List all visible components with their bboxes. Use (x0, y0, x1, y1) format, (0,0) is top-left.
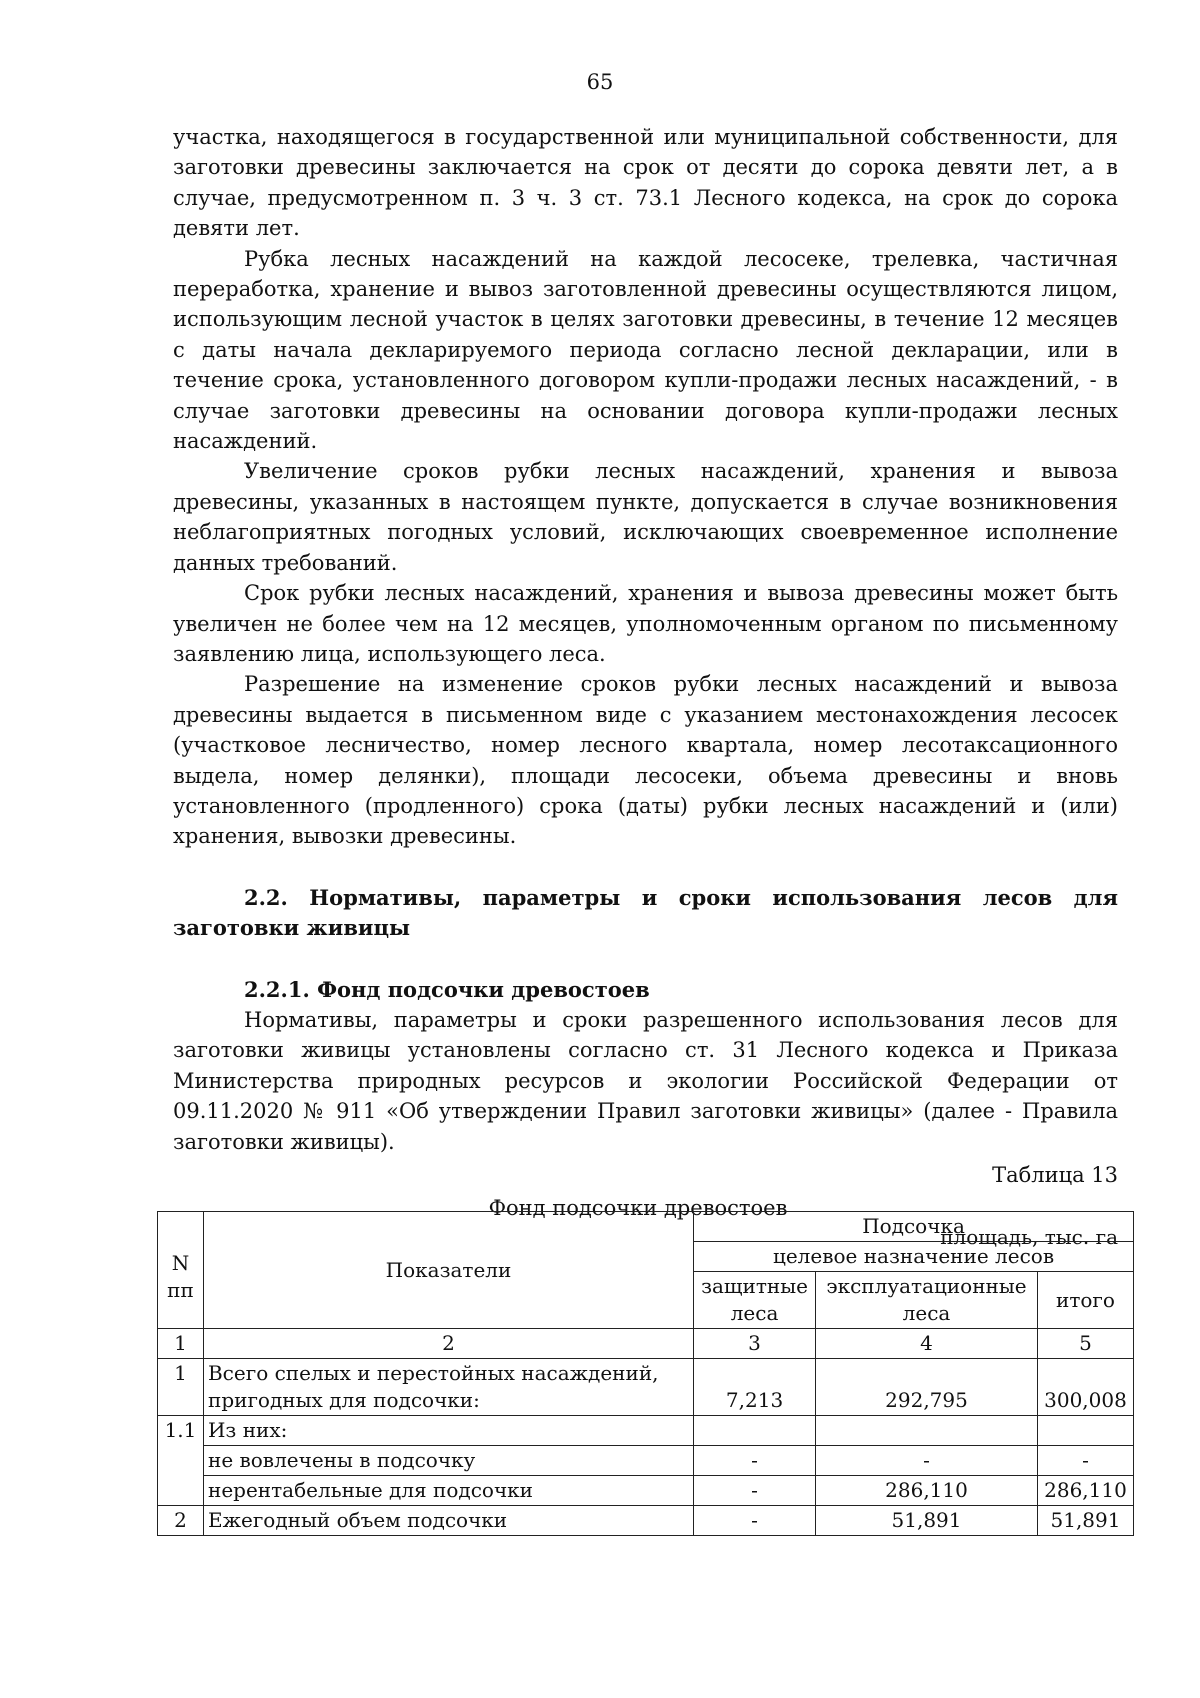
colnum: 1 (158, 1329, 204, 1359)
table-row (158, 1416, 1134, 1446)
cell-exploitation: - (816, 1446, 1038, 1476)
colnum: 3 (694, 1329, 816, 1359)
subsection-heading: 2.2.1. Фонд подсочки древостоев (244, 976, 650, 1002)
paragraph: Разрешение на изменение сроков рубки лесных насаждений и вывоза древесины выдается в письменном виде с указанием местонахождения лесосек (участковое лесничество, номер лесного квартала, номер лесотаксационного выдела, номер делянки), площади лесосеки, объема древесины и вновь установленного (продленного) срока (даты) рубки лесных насаждений и (или) хранения, вывозки древесины. (173, 672, 1118, 849)
cell-total: 51,891 (1037, 1506, 1133, 1536)
table-title: Фонд подсочки древостоев (488, 1196, 788, 1221)
table-row (158, 1359, 1134, 1416)
tapping-fund-table (157, 1211, 1134, 1536)
colnum: 4 (816, 1329, 1038, 1359)
cell-total: 300,008 (1037, 1359, 1133, 1416)
cell-protective: 7,213 (694, 1359, 816, 1416)
cell-protective (694, 1416, 816, 1446)
colnum: 2 (203, 1329, 693, 1359)
header-n: N пп (158, 1212, 204, 1329)
cell-protective: - (694, 1446, 816, 1476)
header-exploitation: эксплуатационные леса (816, 1272, 1038, 1329)
paragraph: Увеличение сроков рубки лесных насаждений, хранения и вывоза древесины, указанных в настоящем пункте, допускается в случае возникновения неблагоприятных погодных условий, исключающих своевременное исполнение данных требований. (173, 459, 1118, 575)
row-label: Всего спелых и перестойных насаждений, пригодных для подсочки: (203, 1359, 693, 1416)
header-indicators: Показатели (203, 1212, 693, 1329)
column-number-row (158, 1329, 1134, 1359)
row-number: 1.1 (158, 1416, 204, 1506)
cell-total: 286,110 (1037, 1476, 1133, 1506)
cell-exploitation (816, 1416, 1038, 1446)
colnum: 5 (1037, 1329, 1133, 1359)
document-body (173, 122, 1118, 1250)
header-protective: защитные леса (694, 1272, 816, 1329)
page-number: 65 (586, 70, 614, 94)
header-tapping: Подсочка (694, 1212, 1134, 1242)
paragraph: Нормативы, параметры и сроки разрешенного использования лесов для заготовки живицы установлены согласно ст. 31 Лесного кодекса и Приказа Министерства природных ресурсов и экологии Российской Федерации от 09.11.2020 № 911 «Об утверждении Правил заготовки живицы» (далее - Правила заготовки живицы). (173, 1007, 1118, 1154)
table-row (158, 1476, 1134, 1506)
cell-exploitation: 286,110 (816, 1476, 1038, 1506)
table-header-row (158, 1212, 1134, 1242)
table-row (158, 1446, 1134, 1476)
cell-total (1037, 1416, 1133, 1446)
cell-exploitation: 292,795 (816, 1359, 1038, 1416)
header-total: итого (1037, 1272, 1133, 1329)
header-purpose: целевое назначение лесов (694, 1242, 1134, 1272)
row-number: 1 (158, 1359, 204, 1416)
cell-exploitation: 51,891 (816, 1506, 1038, 1536)
paragraph: участка, находящегося в государственной или муниципальной собственности, для заготовки древесины заключается на срок от десяти до сорока девяти лет, а в случае, предусмотренном п. 3 ч. 3 ст. 73.1 Лесного кодекса, на срок до сорока девяти лет. (173, 125, 1118, 241)
paragraph: Срок рубки лесных насаждений, хранения и вывоза древесины может быть увеличен не более чем на 12 месяцев, уполномоченным органом по письменному заявлению лица, использующего леса. (173, 581, 1118, 666)
section-heading: 2.2. Нормативы, параметры и сроки использования лесов для заготовки живицы (173, 884, 1118, 941)
row-number: 2 (158, 1506, 204, 1536)
row-label: нерентабельные для подсочки (203, 1476, 693, 1506)
table-row (158, 1506, 1134, 1536)
table-units: площадь, тыс. га (940, 1224, 1118, 1249)
cell-protective: - (694, 1506, 816, 1536)
cell-protective: - (694, 1476, 816, 1506)
cell-total: - (1037, 1446, 1133, 1476)
row-label: Из них: (203, 1416, 693, 1446)
table-number: Таблица 13 (992, 1163, 1118, 1187)
row-label: не вовлечены в подсочку (203, 1446, 693, 1476)
row-label: Ежегодный объем подсочки (203, 1506, 693, 1536)
paragraph: Рубка лесных насаждений на каждой лесосеке, трелевка, частичная переработка, хранение и вывоз заготовленной древесины осуществляются лицом, использующим лесной участок в целях заготовки древесины, в течение 12 месяцев с даты начала декларируемого периода согласно лесной декларации, или в течение срока, установленного договором купли-продажи лесных насаждений, - в случае заготовки древесины на основании договора купли-продажи лесных насаждений. (173, 246, 1118, 454)
